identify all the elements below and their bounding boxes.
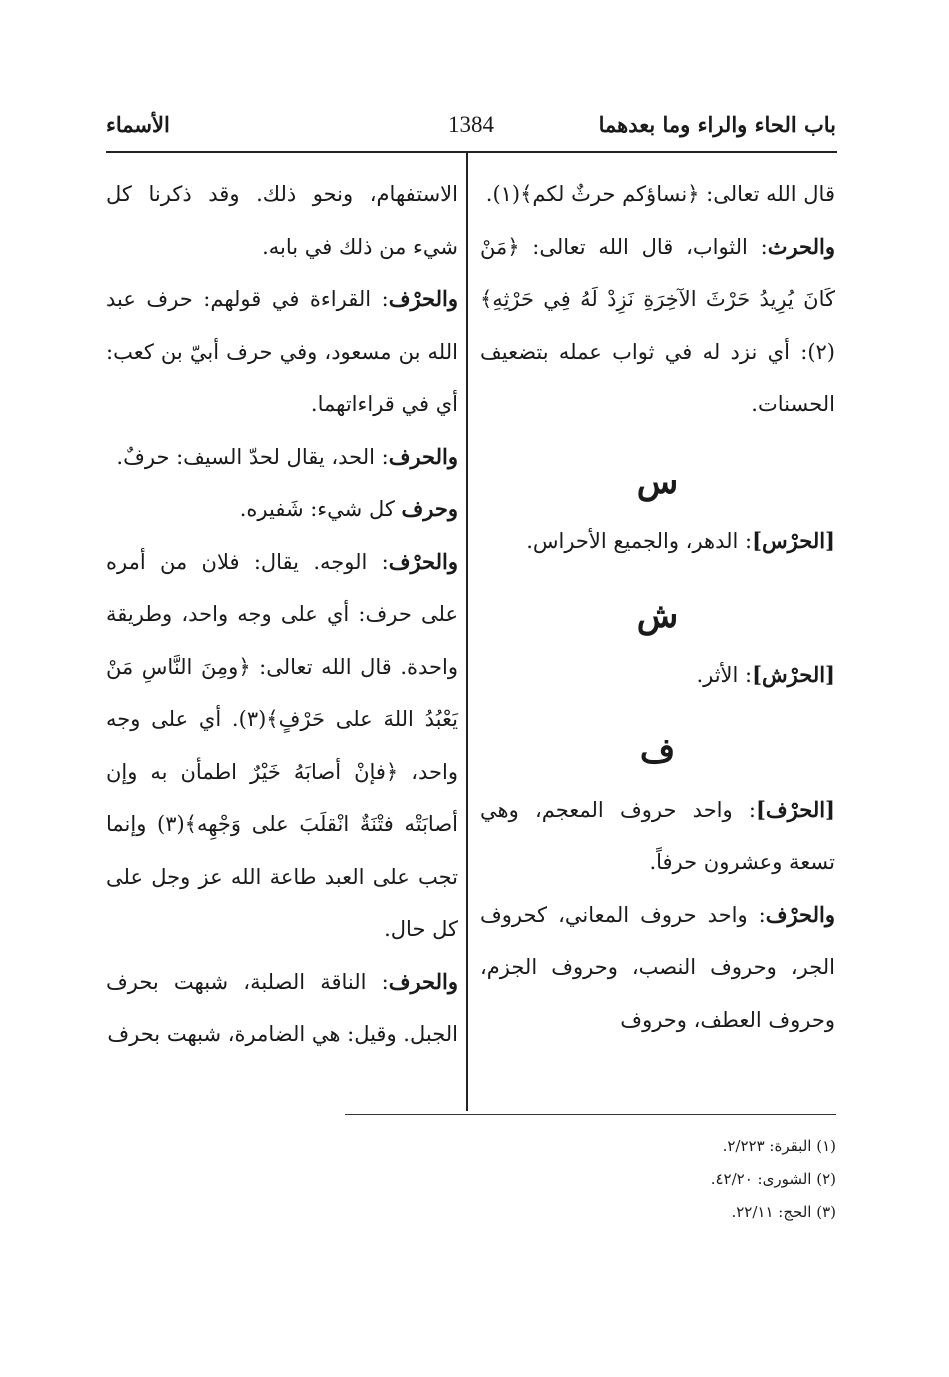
entry-headword: والحرْف xyxy=(765,901,835,927)
paragraph: والحرف: الناقة الصلبة، شبهت بحرف الجبل. وقيل: هي الضامرة، شبهت بحرف xyxy=(106,968,458,1046)
paragraph: [الحرْش]: الأثر. xyxy=(696,662,835,687)
running-header xyxy=(106,112,836,146)
page-number: 1384 xyxy=(448,112,494,137)
paragraph: والحرْف: القراءة في قولهم: حرف عبد الله بن مسعود، وفي حرف أبيّ بن كعب: أي في قراءاتهما. xyxy=(106,286,458,416)
paragraph: والحرث: الثواب، قال الله تعالى: ﴿مَنْ كَانَ يُرِيدُ حَرْثَ الآخِرَةِ نَزِدْ لَهُ فِي حَرْثِهِ﴾(٢): أي نزد له في ثواب عمله بتضعيف الحسنات. xyxy=(480,233,835,416)
entry-headword: والحرْف xyxy=(388,548,458,574)
paragraph: وحرف كل شيء: شَفيره. xyxy=(239,496,458,521)
entry-headword: والحرث xyxy=(767,233,835,259)
footnote: (١) البقرة: ٢/٢٢٣. xyxy=(722,1137,836,1155)
column-divider xyxy=(466,153,468,1111)
paragraph: والحرْف: واحد حروف المعاني، كحروف الجر، وحروف النصب، وحروف الجزم، وحروف العطف، وحروف xyxy=(480,901,835,1032)
left-column xyxy=(106,168,458,1061)
paragraph: والحرف: الحد، يقال لحدّ السيف: حرفٌ. xyxy=(116,443,458,469)
entry-headword: والحرف xyxy=(388,443,458,469)
letter-heading: ش xyxy=(636,596,679,636)
paragraph: [الحرْف]: واحد حروف المعجم، وهي تسعة وعشرون حرفاً. xyxy=(480,796,835,874)
entry-headword: [الحرْش] xyxy=(752,662,835,687)
entry-headword: [الحرْس] xyxy=(752,527,835,553)
footnote: (٢) الشورى: ٤٢/٢٠. xyxy=(710,1170,836,1188)
paragraph: والحرْف: الوجه. يقال: فلان من أمره على حرف: أي على وجه واحد، وطريقة واحدة. قال الله تعالى: ﴿ومِنَ النَّاسِ مَنْ يَعْبُدُ اللهَ على حَرْفٍ﴾(٣). أي على وجه واحد، ﴿فإنْ أصابَهُ خَيْرٌ اطمأن به وإن أصابَتْه فتْنَةٌ انْقلَبَ على وَجْهِه﴾(٣) وإنما تجب على العبد طاعة الله عز وجل على كل حال. xyxy=(106,548,458,941)
footnote-rule xyxy=(345,1114,836,1115)
chapter-title: باب الحاء والراء وما بعدهما xyxy=(598,112,836,137)
paragraph: الاستفهام، ونحو ذلك. وقد ذكرنا كل شيء من ذلك في بابه. xyxy=(106,182,458,259)
entry-headword: وحرف xyxy=(401,496,458,521)
entry-headword: والحرف xyxy=(388,968,458,994)
right-column xyxy=(480,168,835,1046)
letter-heading: ف xyxy=(639,730,676,771)
paragraph: [الحرْس]: الدهر، والجميع الأحراس. xyxy=(526,527,835,553)
entry-headword: [الحرْف] xyxy=(755,796,835,822)
paragraph: قال الله تعالى: ﴿نساؤكم حرثٌ لكم﴾(١). xyxy=(485,182,835,206)
footnote: (٣) الحج: ٢٢/١١. xyxy=(731,1203,836,1221)
section-title: الأسماء xyxy=(106,112,170,137)
letter-heading: س xyxy=(636,461,679,502)
footnotes xyxy=(336,1130,836,1229)
header-rule xyxy=(106,151,837,153)
entry-headword: والحرْف xyxy=(388,286,458,311)
